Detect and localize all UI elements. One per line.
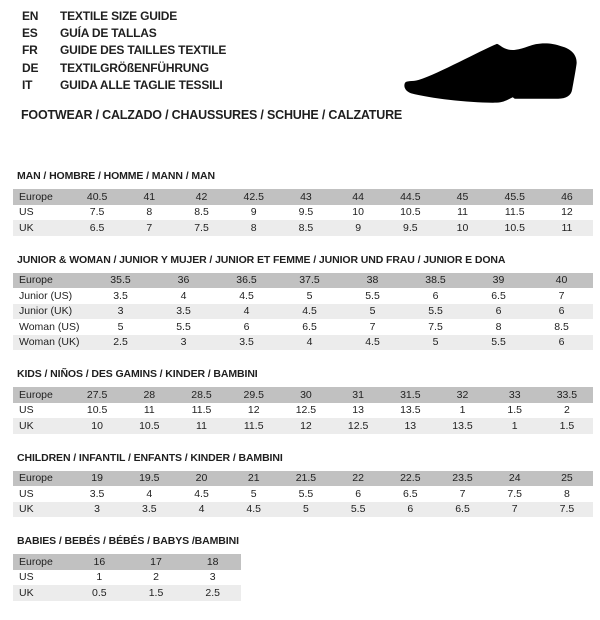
size-cell: 6 [407,503,414,516]
size-cell: 3 [209,571,216,584]
size-section-man [13,171,593,236]
size-cell: 6 [243,320,250,333]
size-cell: 8.5 [554,320,569,333]
size-cell: 7.5 [507,487,523,500]
table-row [13,220,593,236]
size-cell: 2.5 [205,586,220,599]
size-cell: 3.5 [89,487,105,500]
language-row-de [22,60,226,77]
size-cell: 28.5 [191,388,212,401]
language-row-fr [22,42,226,59]
language-code: IT [22,77,33,92]
size-cell: 1 [459,404,466,417]
size-cell: 10.5 [400,206,421,219]
size-cell: 18 [206,555,219,568]
size-cell: 22.5 [400,472,421,485]
table-row [13,403,593,419]
size-cell: 16 [93,555,106,568]
size-cell: 6 [495,305,502,318]
size-cell: 4 [306,336,313,349]
size-cell: 5.5 [350,503,366,516]
size-cell: 12 [300,419,312,432]
size-cell: 10.5 [504,221,525,234]
table-header-row [13,387,593,403]
size-cell: 5 [302,503,309,516]
table-header-row [13,273,593,289]
size-cell: 7 [369,320,376,333]
size-tables [13,171,593,620]
size-cell: 4.5 [239,289,254,302]
size-cell: 10 [91,419,103,432]
size-cell: 10 [456,221,469,234]
size-cell: 6 [558,336,565,349]
table-row [13,288,593,304]
size-cell: 6.5 [302,320,317,333]
size-cell: 37.5 [299,274,320,287]
size-cell: 5.5 [365,289,380,302]
size-cell: 7 [459,487,466,500]
section-title-junior-woman: JUNIOR & WOMAN / JUNIOR Y MUJER / JUNIOR ET FEMME / JUNIOR UND FRAU / JUNIOR E DONA [17,253,506,266]
size-cell: 19 [91,472,103,485]
size-cell: 8 [495,320,502,333]
table-row [13,205,593,221]
table-row [13,418,593,434]
row-label: US [19,206,34,219]
size-table-children [13,471,593,518]
language-code: EN [22,9,39,23]
size-cell: 9.5 [403,221,418,234]
size-cell: 2.5 [113,336,128,349]
size-cell: 38.5 [425,274,446,287]
size-cell: 4.5 [246,503,262,516]
section-title-children: CHILDREN / INFANTIL / ENFANTS / KINDER / BAMBINI [17,451,283,464]
language-title: TEXTILGRÖßENFÜHRUNG [60,60,209,75]
row-label: Europe [19,388,53,401]
size-cell: 41 [143,190,156,203]
size-cell: 44 [352,190,364,203]
language-row-es [22,25,226,42]
table-row [13,585,241,601]
size-cell: 39 [492,274,505,287]
size-cell: 1.5 [148,586,164,599]
size-cell: 13.5 [400,404,421,417]
size-cell: 31.5 [400,388,421,401]
size-cell: 6.5 [491,289,506,302]
size-cell: 7 [511,503,518,516]
size-section-kids [13,369,593,434]
size-cell: 13 [404,419,417,432]
size-cell: 2 [153,571,159,584]
size-cell: 35.5 [110,274,131,287]
category-heading: FOOTWEAR / CALZADO / CHAUSSURES / SCHUHE / CALZATURE [21,108,403,122]
language-list [22,8,226,94]
size-cell: 45.5 [504,190,525,203]
row-label: Europe [19,274,53,287]
language-title: GUIDA ALLE TAGLIE TESSILI [60,77,223,92]
size-cell: 11 [457,206,468,219]
size-cell: 19.5 [139,472,160,485]
row-label: UK [19,586,34,599]
size-cell: 5 [117,320,124,333]
language-title: TEXTILE SIZE GUIDE [60,9,178,23]
size-cell: 12 [561,206,573,219]
size-cell: 11.5 [504,206,525,219]
size-cell: 42.5 [243,190,264,203]
size-cell: 22 [352,472,364,485]
size-cell: 4 [198,503,205,516]
size-cell: 1.5 [507,404,523,417]
table-row [13,570,241,586]
size-cell: 0.5 [92,586,107,599]
size-cell: 33.5 [556,388,578,401]
size-table-babies [13,554,241,601]
size-section-junior-woman [13,255,593,351]
table-header-row [13,471,593,487]
size-cell: 12.5 [295,404,317,417]
size-cell: 23.5 [452,472,473,485]
row-label: Europe [19,555,53,568]
language-title: GUÍA DE TALLAS [60,26,157,41]
size-cell: 6.5 [403,487,418,500]
size-cell: 13 [352,404,364,417]
row-label: Woman (UK) [19,336,80,349]
table-row [13,319,593,335]
size-cell: 4.5 [302,305,317,318]
table-header-row [13,189,593,205]
size-cell: 2 [564,404,570,417]
language-row-en [22,8,226,25]
size-cell: 5.5 [491,336,506,349]
size-cell: 12.5 [347,419,369,432]
row-label: Junior (US) [19,289,73,302]
size-cell: 10.5 [86,404,108,417]
size-cell: 11 [196,419,207,432]
size-cell: 4 [180,289,187,302]
row-label: UK [19,419,34,432]
size-cell: 6 [432,289,439,302]
size-cell: 27.5 [86,388,108,401]
table-row [13,502,593,518]
size-cell: 3.5 [176,305,191,318]
row-label: Woman (US) [19,320,80,333]
size-cell: 3.5 [142,503,157,516]
row-label: UK [19,503,34,516]
size-cell: 44.5 [400,190,421,203]
size-cell: 36 [177,274,190,287]
size-cell: 7.5 [428,320,443,333]
language-code: ES [22,26,38,41]
size-cell: 4 [146,487,153,500]
section-title-kids: KIDS / NIÑOS / DES GAMINS / KINDER / BAMBINI [17,368,258,380]
size-cell: 5 [306,289,313,302]
size-cell: 4.5 [194,487,209,500]
row-label: US [19,404,34,417]
section-title-man: MAN / HOMBRE / HOMME / MANN / MAN [17,170,215,182]
size-cell: 9 [250,206,257,219]
size-cell: 17 [150,555,162,568]
size-cell: 20 [195,472,208,485]
size-cell: 6 [558,305,565,318]
size-cell: 4.5 [365,336,380,349]
size-cell: 13.5 [452,419,473,432]
size-cell: 8 [146,206,153,219]
size-cell: 40.5 [86,190,108,203]
table-row [13,335,593,351]
size-cell: 7 [558,289,565,302]
size-cell: 5 [432,336,439,349]
size-cell: 11.5 [243,419,264,432]
size-cell: 9.5 [298,206,314,219]
size-cell: 7.5 [89,206,105,219]
row-label: Europe [19,472,53,485]
size-cell: 42 [195,190,208,203]
size-cell: 5 [250,487,257,500]
row-label: US [19,571,34,584]
size-cell: 3 [94,503,101,516]
size-cell: 38 [366,274,379,287]
row-label: UK [19,221,34,234]
size-cell: 33 [508,388,521,401]
size-cell: 46 [561,190,573,203]
size-section-babies [13,536,593,601]
size-cell: 11 [143,404,155,417]
size-cell: 3.5 [113,289,128,302]
size-cell: 6.5 [89,221,105,234]
size-cell: 4 [243,305,250,318]
size-cell: 29.5 [243,388,264,401]
row-label: US [19,487,34,500]
size-cell: 45 [456,190,469,203]
size-cell: 6.5 [455,503,470,516]
row-label: Junior (UK) [19,305,73,318]
size-cell: 3 [180,336,187,349]
size-cell: 11.5 [191,404,212,417]
size-cell: 8.5 [194,206,209,219]
size-cell: 1.5 [559,419,575,432]
size-cell: 32 [456,388,469,401]
size-cell: 7.5 [559,503,575,516]
size-cell: 7.5 [194,221,209,234]
row-label: Europe [19,190,53,203]
table-row [13,486,593,502]
size-cell: 10 [352,206,364,219]
size-cell: 5 [369,305,376,318]
size-table-kids [13,387,593,434]
language-row-it [22,77,226,94]
size-cell: 3.5 [239,336,254,349]
size-cell: 8 [250,221,257,234]
size-cell: 5.5 [428,305,443,318]
size-cell: 43 [300,190,312,203]
size-cell: 8 [564,487,570,500]
size-cell: 1 [96,571,103,584]
size-cell: 30 [300,388,312,401]
size-cell: 6 [355,487,362,500]
size-cell: 7 [146,221,153,234]
size-cell: 25 [561,472,573,485]
size-cell: 12 [247,404,260,417]
size-cell: 36.5 [236,274,257,287]
table-header-row [13,554,241,570]
size-cell: 8.5 [298,221,314,234]
language-title: GUIDE DES TAILLES TEXTILE [60,43,227,58]
size-cell: 11 [561,221,573,234]
size-cell: 28 [143,388,156,401]
size-cell: 9 [355,221,362,234]
size-cell: 10.5 [139,419,160,432]
size-cell: 31 [352,388,364,401]
language-code: DE [22,60,39,75]
size-section-children [13,453,593,518]
size-cell: 21.5 [295,472,317,485]
table-row [13,304,593,320]
size-cell: 40 [555,274,568,287]
size-cell: 3 [117,305,124,318]
size-cell: 1 [511,419,518,432]
section-title-babies: BABIES / BEBÉS / BÉBÉS / BABYS /BAMBINI [17,535,239,547]
size-cell: 24 [508,472,521,485]
size-cell: 5.5 [298,487,314,500]
size-cell: 21 [247,472,260,485]
size-table-man [13,189,593,236]
dress-shoe-icon [402,38,580,108]
size-cell: 5.5 [176,320,191,333]
size-table-junior-woman [13,273,593,351]
language-code: FR [22,43,38,58]
